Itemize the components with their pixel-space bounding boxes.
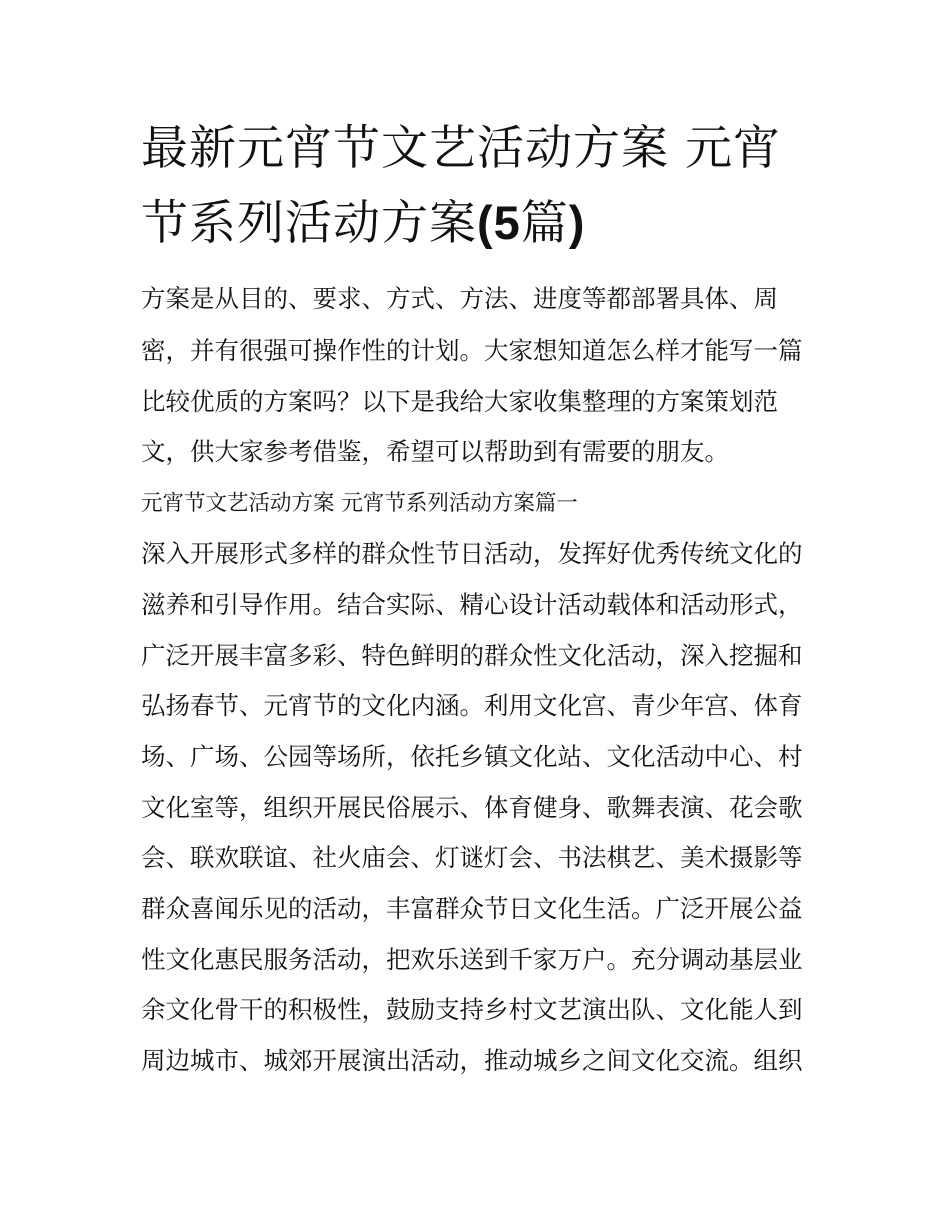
section-heading: 元宵节文艺活动方案 元宵节系列活动方案篇一	[141, 491, 578, 516]
document-title	[141, 112, 821, 261]
body-line: 群众喜闻乐见的活动，丰富群众节日文化生活。广泛开展公益	[141, 894, 803, 923]
body-line: 文化室等，组织开展民俗展示、体育健身、歌舞表演、花会歌	[141, 793, 803, 822]
body-line: 会、联欢联谊、社火庙会、灯谜灯会、书法棋艺、美术摄影等	[141, 843, 803, 872]
body-line: 性文化惠民服务活动，把欢乐送到千家万户。充分调动基层业	[141, 945, 803, 974]
intro-line: 方案是从目的、要求、方式、方法、进度等都部署具体、周	[141, 284, 778, 313]
body-line: 滋养和引导作用。结合实际、精心设计活动载体和活动形式，	[141, 590, 803, 619]
intro-line: 比较优质的方案吗？以下是我给大家收集整理的方案策划范	[141, 387, 778, 416]
body-line: 弘扬春节、元宵节的文化内涵。利用文化宫、青少年宫、体育	[141, 691, 803, 720]
intro-line: 密，并有很强可操作性的计划。大家想知道怎么样才能写一篇	[141, 336, 803, 365]
body-line: 深入开展形式多样的群众性节日活动，发挥好优秀传统文化的	[141, 539, 803, 568]
body-line: 余文化骨干的积极性，鼓励支持乡村文艺演出队、文化能人到	[141, 995, 803, 1024]
title-line-1: 最新元宵节文艺活动方案 元宵	[141, 121, 781, 176]
body-line: 场、广场、公园等场所，依托乡镇文化站、文化活动中心、村	[141, 742, 803, 771]
body-line: 广泛开展丰富多彩、特色鲜明的群众性文化活动，深入挖掘和	[141, 641, 803, 670]
title-line-2: 节系列活动方案(5篇)	[141, 196, 586, 251]
intro-line: 文，供大家参考借鉴，希望可以帮助到有需要的朋友。	[141, 437, 729, 466]
body-line: 周边城市、城郊开展演出活动，推动城乡之间文化交流。组织	[141, 1046, 803, 1075]
